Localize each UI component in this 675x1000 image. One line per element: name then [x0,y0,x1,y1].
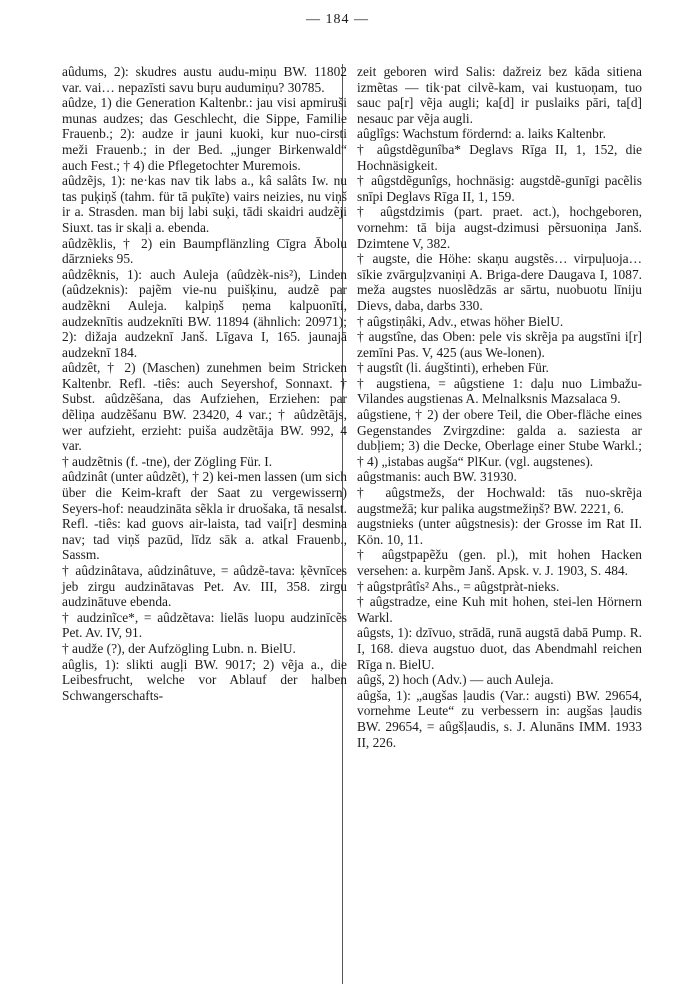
dictionary-entry: † audzinĩce*, = aûdzẽtava: lielās luopu audzinīcẽs Pet. Av. IV, 91. [62,609,347,641]
page-number: — 184 — [306,12,369,27]
dictionary-entry: † aûgstdẽgunîba* Deglavs Rīga II, 1, 152, die Hochnäsigkeit. [357,141,642,173]
dictionary-entry: aûglis, 1): slikti augļi BW. 9017; 2) vẽja a., die Leibesfrucht, welche vor Ablauf der halben Schwangerschafts- [62,656,347,703]
dictionary-entry: † augstîne, das Oben: pele vis skrẽja pa augstīni i[r] zemīni Pas. V, 425 (aus We-lonen). [357,329,642,360]
dictionary-entry: † augstiena, = aûgstiene 1: daļu nuo Limbažu-Vilandes augstienas A. Melnalksnis Mazsalaca 9. [357,375,642,407]
dictionary-entry: aûgš, 2) hoch (Adv.) — auch Auleja. [357,672,554,688]
dictionary-entry: † aûgstpapẽžu (gen. pl.), mit hohen Hacken versehen: a. kurpẽm Janš. Apsk. v. J. 1903, S. 484. [357,547,642,578]
dictionary-entry: † aûgstradze, eine Kuh mit hohen, stei-len Hörnern Warkl. [357,594,642,625]
dictionary-entry: augstnieks (unter aûgstnesis): der Grosse im Rat II. Kön. 10, 11. [357,516,642,547]
dictionary-entry: aûdze, 1) die Generation Kaltenbr.: jau visi apmiruši munas audzes; das Geschlecht, die Sippe, Familie Frauenb.; 2): audze ir jauni kuoki, kur nuo-cirsti meži Frauenb.; in der Bed. „junger Birkenwald“ auch Fest.; † 4) die Pflegetochter Muremois. [62,95,347,173]
left-column [62,64,347,703]
dictionary-entry: † aûgstiņâki, Adv., etwas höher BielU. [357,313,564,329]
dictionary-entry: aûdzẽklis, † 2) ein Baumpflänzling Cīgra Ābolu dārznieks 95. [62,235,347,267]
dictionary-entry: aûgsts, 1): dzīvuo, strādā, runā augstā dabā Pump. R. I, 168. dieva augstuo duot, das Abendmahl reichen Rīga n. BielU. [357,625,642,672]
dictionary-entry: † augste, die Höhe: skaņu augstẽs… virpuļuoja… sīkie zvārguļzvaniņi A. Briga-dere Daugava I, 1087. meža augstes nuoslẽdzās ar sārtu, nuobuotu līniju Dievs, daba, darbs 330. [357,251,642,313]
dictionary-entry: zeit geboren wird Salis: dažreiz bez kāda sitiena izmẽtas — tik·pat cilvẽ-kam, vai kustuoņam, tuo sauc pa[r] vẽja augli; ka[d] ir puslaiks pāri, ta[d] nesauc par vẽja augli. [357,64,642,126]
dictionary-entry: † aûgstdẽgunîgs, hochnäsig: augstdẽ-gunīgi pacẽlis snīpi Deglavs Rīga II, 1, 159. [357,173,642,204]
dictionary-entry: † aûgstdzimis (part. praet. act.), hochgeboren, vornehm: tā bija augst-dzimusi pẽrsuoniņa Janš. Dzimtene V, 382. [357,204,642,251]
dictionary-entry: aûdums, 2): skudres austu audu-miņu BW. 11802 var. vai… nepazīsti savu buŗu audumiņu? 30785. [62,64,347,95]
dictionary-entry: † audže (?), der Aufzögling Lubn. n. BielU. [62,640,296,656]
dictionary-entry: aûdzêt, † 2) (Maschen) zunehmen beim Stricken Kaltenbr. Refl. -tiês: auch Seyershof, Sonnaxt. † Subst. aûdzẽšana, das Aufziehen, Erziehen: par dẽliņa audzẽšanu BW. 23420, 4 var.; † aûdzẽtājs, wer aufzieht, erzieht: puiša audzẽtāja BW. 992, 4 var. [62,360,347,454]
dictionary-entry: † aûdzinâtava, aûdzinâtuve, = aûdzẽ-tava: ķẽvnīces jeb zirgu audzinātavas Pet. Av. III, 358. zirgu audzinātuve ebenda. [62,563,347,610]
dictionary-entry: aûdzẽjs, 1): ne·kas nav tik labs a., kâ salâts Iw. nu tas puķiņš (tahm. für tā puķīte) vairs neizies, nu viņš ir a. Strasden. man bij labi suķi, tādi skaidri audzẽji Siuxt. tas ir skaļi a. ebenda. [62,173,347,235]
dictionary-entry: † audzẽtnis (f. -tne), der Zögling Für. I. [62,453,273,469]
dictionary-entry: aûgša, 1): „augšas ļaudis (Var.: augsti) BW. 29654, vornehme Leute“ zu verbessern in: augšas ļaudis BW. 29654, = aûgšļaudis, s. J. Alunāns IMM. 1933 II, 226. [357,687,642,750]
dictionary-entry: aûdzinât (unter aûdzẽt), † 2) kei-men lassen (um sich über die Keim-kraft der Saat zu vergewissern) Seyers-hof: neaudzināta sẽkla ir druošaka, tā nesalst. Refl. -tiês: kad guovs air-laista, tad vai[r] desmina nav; tad viņš pazūd, līdz sāk a. atkal Frauenb., Sassm. [62,469,347,563]
dictionary-entry: aûgstmanis: auch BW. 31930. [357,469,517,485]
dictionary-entry: † aûgstprâtîs² Ahs., = aûgstpràt-nieks. [357,578,560,594]
right-column [357,64,642,750]
dictionary-entry: aûdzêknis, 1): auch Auleja (aûdzèk-nis²), Linden (aûdzeknis): pajẽm vie-nu puišķinu, audzẽ par audzẽkni Auleja. kalpiņš ņemа kalpuonīti, audzeknītis audzeknīti BW. 11894 (ähnlich: 20971); 2): dižaja audzeknī Janš. Līgava I, 165. jaunajā audzeknī 184. [62,266,347,360]
dictionary-entry: † augstît (li. áugštinti), erheben Für. [357,360,549,376]
dictionary-entry: aûglîgs: Wachstum fördernd: a. laiks Kaltenbr. [357,126,606,142]
dictionary-entry: † aûgstmežs, der Hochwald: tās nuo-skrẽja augstmežā; kur palika augstmežiņš? BW. 2221, 6. [357,485,642,516]
dictionary-entry: aûgstiene, † 2) der obere Teil, die Ober-fläche eines Gegenstandes Zvirgzdine: galda a. saziesta ar dubļiem; 3) die Decke, Oberlage einer Stube Warkl.; † 4) „istabas augša“ PlKur. (vgl. augstenes). [357,407,642,469]
